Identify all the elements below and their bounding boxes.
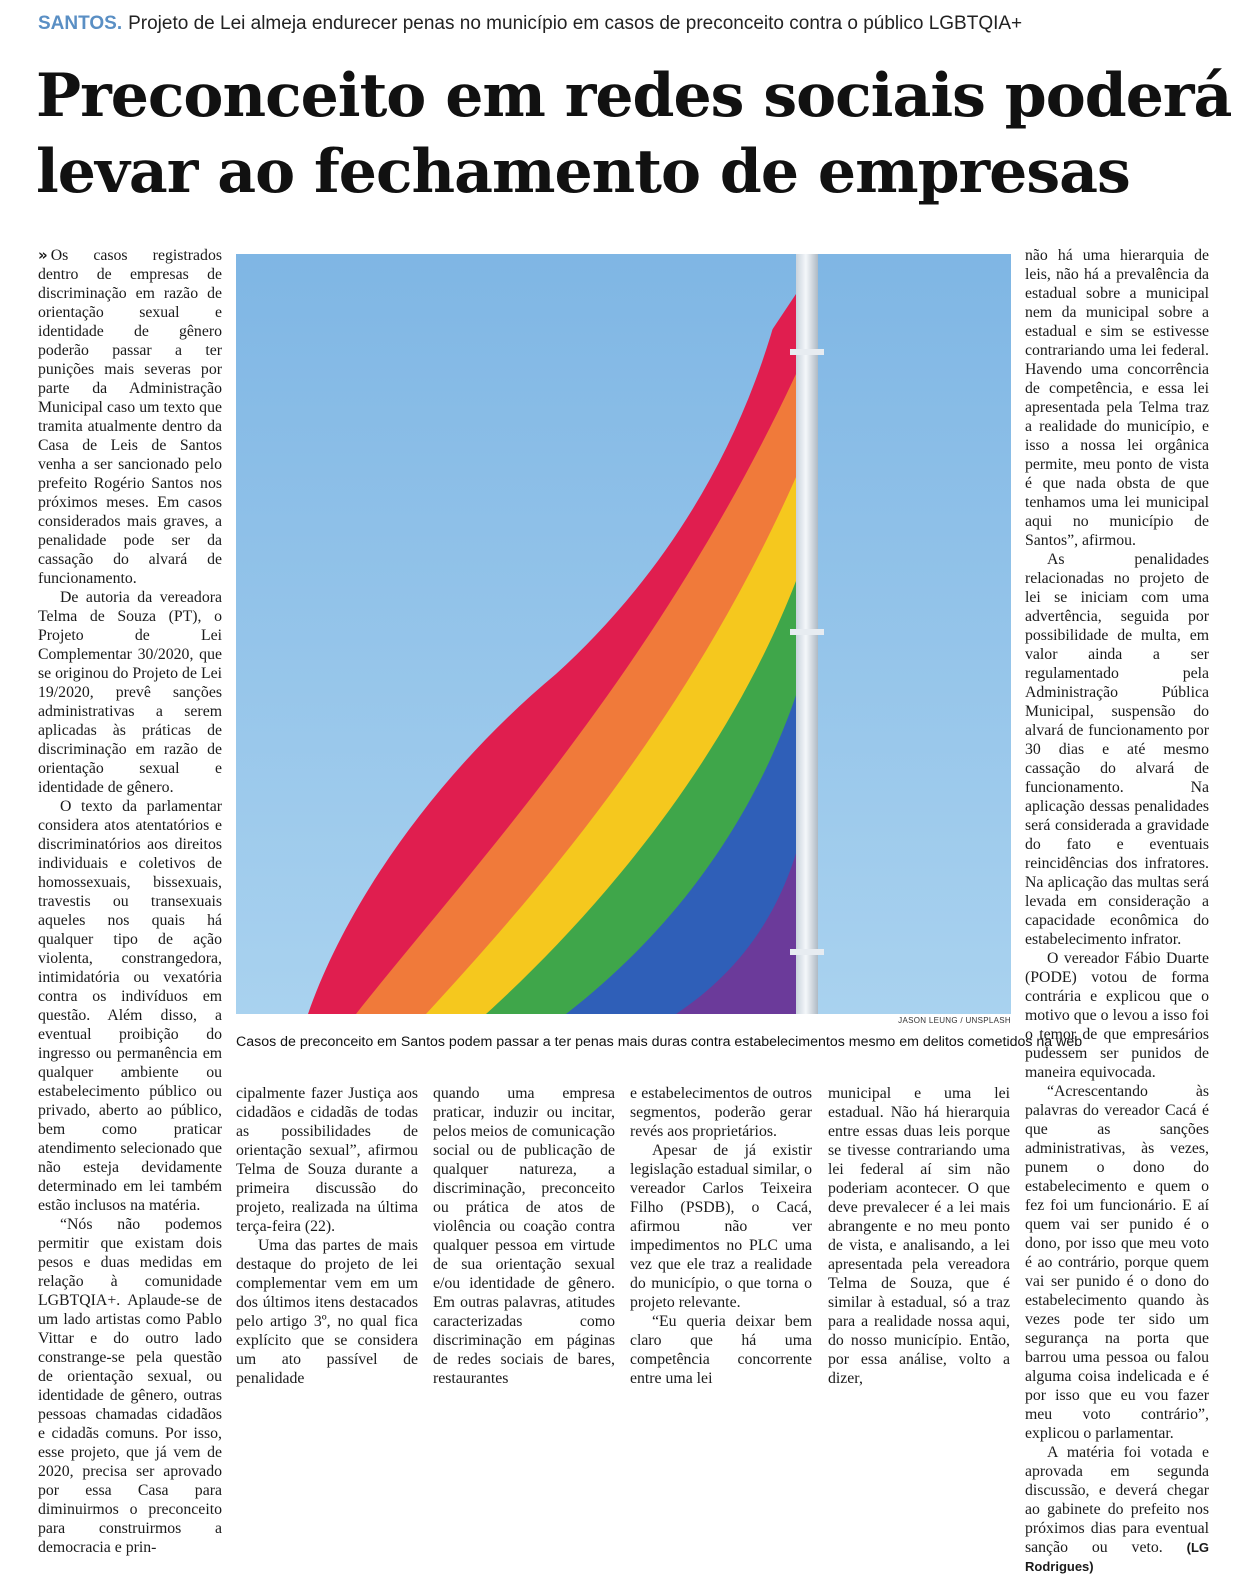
article-photo — [236, 254, 1011, 1014]
article-paragraph: Apesar de já existir legislação estadual similar, o vereador Carlos Teixeira Filho (PSDB), o Cacá, afirmou não ver impedimentos no PLC uma vez que ele traz a realidade do município, o que torna o projeto relevante. — [630, 1142, 812, 1311]
article-column-2 — [236, 1084, 418, 1388]
article-paragraph: cipalmente fazer Justiça aos cidadãos e cidadãs de todas as possibilidades de orientação sexual”, afirmou Telma de Souza durante a primeira discussão do projeto, realizada na última terça-feira (22). — [236, 1085, 418, 1235]
section-tag: SANTOS. — [38, 13, 123, 34]
article-column-5 — [828, 1084, 1010, 1388]
article-paragraph: Uma das partes de mais destaque do projeto de lei complementar vem em um dos últimos itens destacados pelo artigo 3º, no qual fica explícito que se considera um ato passível de penalidade — [236, 1237, 418, 1387]
headline-line-2: levar ao fechamento de empresas — [36, 137, 1130, 207]
article-column-6 — [1025, 246, 1209, 1576]
article-column-3 — [433, 1084, 615, 1388]
article-paragraph: As penalidades relacionadas no projeto de lei se iniciam com uma advertência, seguida por possibilidade de multa, em valor ainda a ser regulamentado pela Administração Pública Municipal, suspensão do alvará de funcionamento por 30 dias e até mesmo cassação do alvará de funcionamento. Na aplicação dessas penalidades será considerada a gravidade do fato e eventuais reincidências dos infratores. Na aplicação das multas será levada em consideração a capacidade econômica do estabelecimento infrator. — [1025, 551, 1209, 948]
article-paragraph: e estabelecimentos de outros segmentos, poderão gerar revés aos proprietários. — [630, 1085, 812, 1140]
photo-caption: Casos de preconceito em Santos podem passar a ter penas mais duras contra estabelecimentos mesmo em delitos cometidos na web — [236, 1034, 1083, 1050]
article-paragraph: não há uma hierarquia de leis, não há a prevalência da estadual sobre a municipal nem da municipal sobre a estadual e sim se estivesse contrariando uma lei federal. Havendo uma concorrência de competência, e essa lei apresentada pela Telma traz a realidade do município, e isso a nossa lei orgânica permite, meu ponto de vista é que nada obsta de que tenhamos uma lei municipal aqui no município de Santos”, afirmou. — [1025, 247, 1209, 549]
article-column-1 — [38, 246, 222, 1557]
headline-line-1: Preconceito em redes sociais poderá — [36, 61, 1232, 131]
article-column-4 — [630, 1084, 812, 1388]
rainbow-flag-image — [236, 254, 1011, 1014]
article-paragraph: “Nós não podemos permitir que existam dois pesos e duas medidas em relação à comunidade LGBTQIA+. Aplaude-se de um lado artistas como Pablo Vittar e do outro lado constrange-se pela questão de orientação sexual, ou identidade de gênero, outras pessoas chamadas cidadãos e cidadãs comuns. Por isso, esse projeto, que já vem de 2020, precisa ser aprovado por essa Casa para diminuirmos o preconceito para construirmos a democracia e prin- — [38, 1216, 222, 1556]
kicker — [38, 10, 1218, 38]
article-paragraph: O vereador Fábio Duarte (PODE) votou de forma contrária e explicou que o motivo que o levou a isso foi o temor de que empresários pudessem ser punidos de maneira equivocada. — [1025, 950, 1209, 1081]
article-paragraph: » Os casos registrados dentro de empresas de discriminação em razão de orientação sexual e identidade de gênero poderão passar a ter punições mais severas por parte da Administração Municipal caso um texto que tramita atualmente dentro da Casa de Leis de Santos venha a ser sancionado pelo prefeito Rogério Santos nos próximos meses. Em casos considerados mais graves, a penalidade pode ser da cassação do alvará de funcionamento. — [38, 246, 222, 587]
article-paragraph: quando uma empresa praticar, induzir ou incitar, pelos meios de comunicação social ou de publicação de qualquer natureza, a discriminação, preconceito ou prática de atos de violência ou coação contra qualquer pessoa em virtude de sua orientação sexual e/ou identidade de gênero. Em outras palavras, atitudes caracterizadas como discriminação em páginas de redes sociais de bares, restaurantes — [433, 1085, 615, 1387]
author-signature: (LG Rodrigues) — [1025, 1540, 1210, 1574]
article-paragraph: O texto da parlamentar considera atos atentatórios e discriminatórios aos direitos individuais e coletivos de homossexuais, bissexuais, travestis ou transexuais aqueles nos quais há qualquer tipo de ação violenta, constrangedora, intimidatória ou vexatória contra os indivíduos em questão. Além disso, a eventual proibição do ingresso ou permanência em qualquer ambiente ou estabelecimento público ou privado, aberto ao público, bem como praticar atendimento selecionado que não esteja devidamente determinado em lei também estão inclusos na matéria. — [38, 798, 222, 1214]
kicker-text: Projeto de Lei almeja endurecer penas no município em casos de preconceito contra o público LGBTQIA+ — [128, 13, 1023, 34]
article-paragraph: “Eu queria deixar bem claro que há uma competência concorrente entre uma lei — [630, 1313, 812, 1387]
article-paragraph: De autoria da vereadora Telma de Souza (PT), o Projeto de Lei Complementar 30/2020, que se originou do Projeto de Lei 19/2020, prevê sanções administrativas a serem aplicadas às práticas de discriminação em razão de orientação sexual e identidade de gênero. — [38, 589, 222, 796]
article-paragraph: A matéria foi votada e aprovada em segunda discussão, e deverá chegar ao gabinete do prefeito nos próximos dias para eventual sanção ou veto. (LG Rodrigues) — [1025, 1444, 1210, 1574]
article-paragraph: municipal e uma lei estadual. Não há hierarquia entre essas duas leis porque se tivesse contrariando uma lei federal aí sim não poderiam acontecer. O que deve prevalecer é a lei mais abrangente e no meu ponto de vista, e analisando, a lei apresentada pela vereadora Telma de Souza, que é similar à estadual, só a traz para a realidade nossa aqui, do nosso município. Então, por essa análise, volto a dizer, — [828, 1085, 1010, 1387]
headline — [36, 58, 1232, 210]
article-paragraph: “Acrescentando às palavras do vereador Cacá é que as sanções administrativas, às vezes, punem o dono do estabelecimento e quem o fez foi um funcionário. E aí quem vai ser punido é o dono, por isso que meu voto é ao contrário, porque quem vai ser punido é o dono do estabelecimento quando às vezes pode ter sido um segurança na porta que barrou uma pessoa ou falou alguma coisa indelicada e é por isso que eu vou fazer meu voto contrário”, explicou o parlamentar. — [1025, 1083, 1209, 1442]
photo-credit: JASON LEUNG / UNSPLASH — [898, 1016, 1011, 1025]
chevron-right-icon: » — [38, 246, 48, 264]
